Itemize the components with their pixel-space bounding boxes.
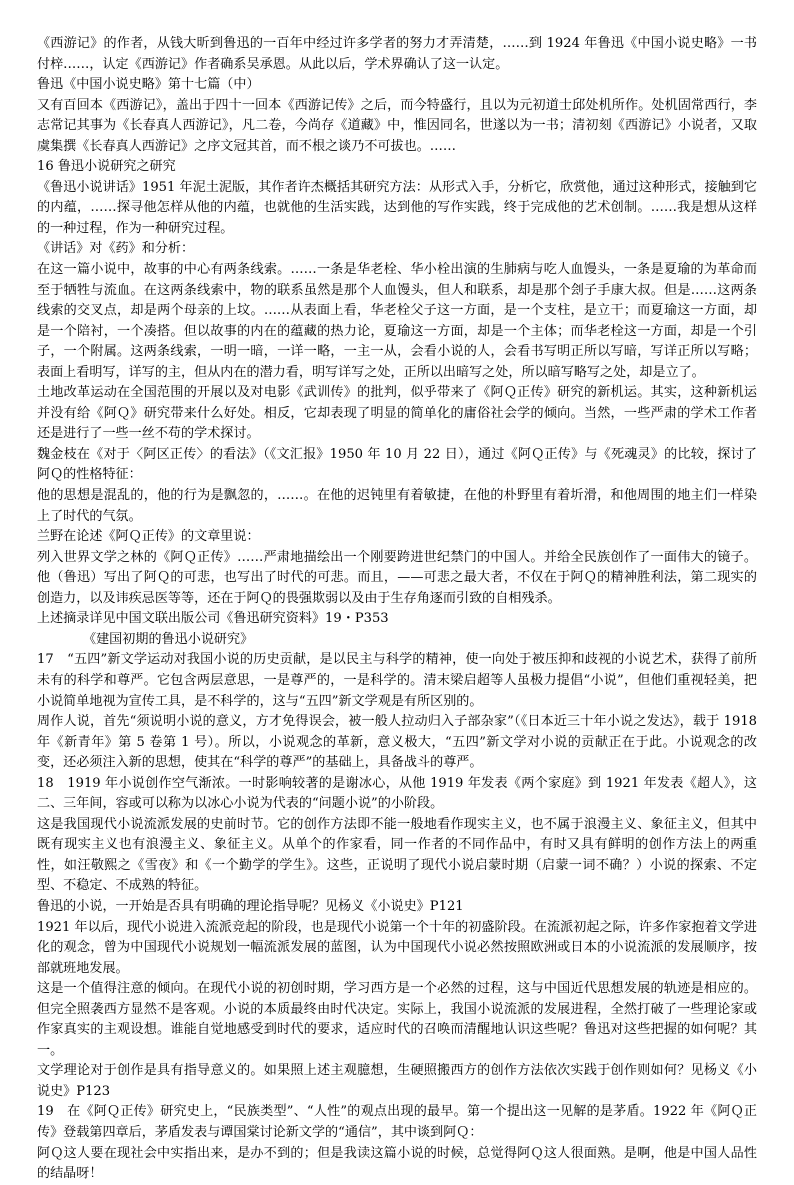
paragraph: 周作人说，首先“须说明小说的意义，方才免得误会，被一般人拉动归入子部杂家”（《日本近三十年小说之发达》，载于 1918 年《新青年》第 5 卷第 1 号）。所以，小说观念的革新，意义极大，“五四”新文学对小说的贡献正在于此。小说观念的改变，还必须注入新的思想，使其在“科学的尊严”的基础上，具备战斗的尊严。 (37, 714, 757, 771)
heading: 《讲话》对《药》和分析： (37, 241, 195, 257)
paragraph: 土地改革运动在全国范围的开展以及对电影《武训传》的批判，似乎带来了《阿Ｑ正传》研究的新机运。其实，这种新机运并没有给《阿Ｑ》研究带来什么好处。相反，它却表现了明显的简单化的庸俗社会学的倾向。当然，一些严肃的学术工作者还是进行了一些一丝不苟的学术探讨。 (37, 385, 757, 442)
paragraph: 1921 年以后，现代小说进入流派竞起的阶段，也是现代小说第一个十年的初盛阶段。在流派初起之际，许多作家抱着文学进化的观念，曾为中国现代小说规划一幅流派发展的蓝图，认为中国现代小说必然按照欧洲或日本的小说流派的发展顺序，按部就班地发展。 (37, 919, 757, 976)
paragraph: 这是我国现代小说流派发展的史前时节。它的创作方法即不能一般地看作现实主义，也不属于浪漫主义、象征主义，但其中既有现实主义也有浪漫主义、象征主义。从单个的作家看，同一作者的不同作品中，有时又具有鲜明的创作方法上的两重性，如汪敬熙之《雪夜》和《一个勤学的学生》。这些，正说明了现代小说启蒙时期（启蒙一词不确？）小说的探索、不定型、不稳定、不成熟的特征。 (37, 816, 757, 894)
paragraph: 兰野在论述《阿Ｑ正传》的文章里说： (37, 529, 260, 545)
paragraph: 《鲁迅小说讲话》1951 年泥土泥版，其作者许杰概括其研究方法：从形式入手，分析它，欣赏他，通过这种形式，接触到它的内蕴，……探寻他怎样从他的内蕴，也就他的生活实践，达到他的写作实践，终于完成他的艺术创制。……我是想从这样的一种过程，作为一种研究过程。 (37, 179, 757, 236)
quote-paragraph: 阿Ｑ这人要在现社会中实指出来，是办不到的；但是我读这篇小说的时候，总觉得阿Ｑ这人很面熟。是啊，他是中国人品性的结晶呀！ (37, 1145, 757, 1182)
section-paragraph-18: 18 1919 年小说创作空气渐浓。一时影响较著的是谢冰心，从他 1919 年发表《两个家庭》到 1921 年发表《超人》，这二、三年间，容或可以称为以冰心小说为代表的“问题小说”的小阶段。 (37, 775, 757, 812)
source-note: 上述摘录详见中国文联出版公司《鲁迅研究资料》19・P353 (37, 611, 389, 627)
paragraph: 魏金枝在《对于〈阿区正传〉的看法》（《文汇报》1950 年 10 月 22 日），通过《阿Ｑ正传》与《死魂灵》的比较，探讨了阿Ｑ的性格特征： (37, 446, 757, 483)
heading: 鲁迅《中国小说史略》第十七篇（中） (37, 77, 260, 93)
quote-paragraph: 又有百回本《西游记》，盖出于四十一回本《西游记传》之后，而今特盛行，且以为元初道士邱处机所作。处机固常西行，李志常记其事为《长春真人西游记》，凡二卷，今尚存《道藏》中，惟因同名，世遂以为一书；清初刻《西游记》小说者，又取虞集撰《长春真人西游记》之序文冠其首，而不根之谈乃不可拔也。…… (37, 97, 757, 154)
paragraph: 文学理论对于创作是具有指导意义的。如果照上述主观臆想，生硬照搬西方的创作方法依次实践于创作则如何？见杨义《小说史》P123 (37, 1063, 757, 1099)
paragraph: 《西游记》的作者，从钱大昕到鲁迅的一百年中经过许多学者的努力才弄清楚，……到 1924 年鲁迅《中国小说史略》一书付梓……，认定《西游记》作者确系吴承恩。从此以后，学术界确认了这一认定。 (37, 36, 757, 72)
paragraph: 这是一个值得注意的倾向。在现代小说的初创时期，学习西方是一个必然的过程，这与中国近代思想发展的轨迹是相应的。但完全照袭西方显然不是客观。小说的本质最终由时代决定。实际上，我国小说流派的发展进程，全然打破了一些理论家或作家真实的主观设想。谁能自觉地感受到时代的要求，适应时代的召唤而清醒地认识这些呢？鲁迅对这些把握的如何呢？其一。 (37, 981, 757, 1058)
quote-paragraph: 列入世界文学之林的《阿Ｑ正传》……严肃地描绘出一个刚要跨进世纪禁门的中国人。并给全民族创作了一面伟大的镜子。他（鲁迅）写出了阿Ｑ的可悲，也写出了时代的可悲。而且，——可悲之最大者，不仅在于阿Ｑ的精神胜利法，第二现实的创造力，以及讳疾忌医等等，还在于阿Ｑ的畏强欺弱以及由于生存角逐而引致的自相残杀。 (37, 549, 757, 606)
quote-paragraph: 他的思想是混乱的，他的行为是飘忽的，……。在他的迟钝里有着敏捷，在他的朴野里有着圻滑，和他周围的地主们一样染上了时代的气氛。 (37, 488, 757, 524)
paragraph: 鲁迅的小说，一开始是否具有明确的理论指导呢？见杨义《小说史》P121 (37, 898, 464, 914)
document-page (37, 34, 757, 1185)
section-heading-16: 16 鲁迅小说研究之研究 (37, 159, 176, 175)
source-title: 《建国初期的鲁迅小说研究》 (83, 631, 254, 647)
section-paragraph-19: 19 在《阿Ｑ正传》研究史上，“民族类型”、“人性”的观点出现的最早。第一个提出这一见解的是茅盾。1922 年《阿Ｑ正传》登载第四章后，茅盾发表与谭国棠讨论新文学的“通信”，其中谈到阿Ｑ： (37, 1104, 757, 1140)
quote-paragraph: 在这一篇小说中，故事的中心有两条线索。……一条是华老栓、华小栓出演的生肺病与吃人血馒头，一条是夏瑜的为革命而至于牺牲与流血。在这两条线索中，物的联系虽然是那个人血馒头，但人和联系，却是那个刽子手康大叔。但是……这两条线索的交叉点，却是两个母亲的上坟。……从表面上看，华老栓父子这一方面，是一个支柱，是立干；而夏瑜这一方面，却是一个陪衬，一个凑搭。但以故事的内在的蕴藏的热力论，夏瑜这一方面，却是一个主体；而华老栓这一方面，却是一个引子，一个附属。这两条线索，一明一暗，一详一略，一主一从，会看小说的人，会看书写明正所以写暗，写详正所以写略；表面上看明写，详写的主，但从内在的潜力看，明写详写之处，正所以出暗写之处，所以暗写略写之处，却是立了。 (37, 262, 757, 380)
section-paragraph-17: 17 “五四”新文学运动对我国小说的历史贡献，是以民主与科学的精神，使一向处于被压抑和歧视的小说艺术，获得了前所未有的科学和尊严。它包含两层意思，一是尊严的，一是科学的。清末梁启超等人虽极力提倡“小说”，但他们重视轻美，把小说简单地视为宣传工具，是不科学的，这与“五四”新文学观是有所区别的。 (37, 652, 757, 709)
